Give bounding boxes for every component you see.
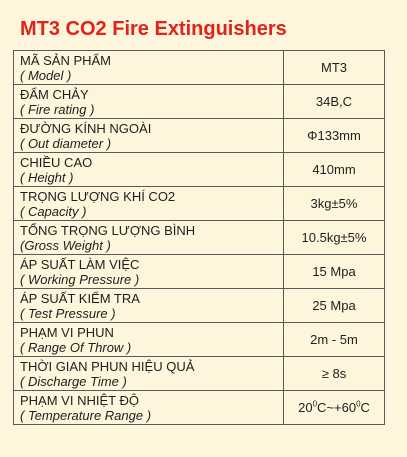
spec-label-en: ( Height ) xyxy=(20,169,74,185)
spec-label xyxy=(14,391,284,425)
spec-table xyxy=(13,50,385,425)
temp-sep: C~+60 xyxy=(317,400,357,415)
spec-value: 15 Mpa xyxy=(284,255,385,289)
table-row xyxy=(14,153,385,187)
temp-unit: C xyxy=(360,400,370,415)
spec-label-en: ( Discharge Time ) xyxy=(20,373,127,389)
table-row xyxy=(14,323,385,357)
spec-label xyxy=(14,187,284,221)
spec-label-vi: ÁP SUẤT KIỂM TRA xyxy=(20,290,140,306)
spec-label-en: ( Working Pressure ) xyxy=(20,271,140,287)
degree-mark: 0 xyxy=(312,399,318,409)
spec-label-vi: MÃ SẢN PHẨM xyxy=(20,52,112,68)
spec-label xyxy=(14,221,284,255)
table-row xyxy=(14,51,385,85)
table-row xyxy=(14,85,385,119)
spec-value: 3kg±5% xyxy=(284,187,385,221)
spec-label xyxy=(14,85,284,119)
spec-label-en: ( Out diameter ) xyxy=(20,135,112,151)
page-title: MT3 CO2 Fire Extinguishers xyxy=(20,18,287,40)
degree-mark: 0 xyxy=(356,399,361,409)
spec-value: 25 Mpa xyxy=(284,289,385,323)
spec-label-vi: ĐƯỜNG KÍNH NGOÀI xyxy=(20,120,152,136)
spec-label-vi: TỔNG TRỌNG LƯỢNG BÌNH xyxy=(20,222,196,238)
spec-value: 10.5kg±5% xyxy=(284,221,385,255)
spec-label-vi: ÁP SUẤT LÀM VIỆC xyxy=(20,256,140,272)
spec-value: 2m - 5m xyxy=(284,323,385,357)
spec-label-vi: THỜI GIAN PHUN HIỆU QUẢ xyxy=(20,358,195,374)
spec-label-vi: ĐẨM CHẢY xyxy=(20,86,89,102)
spec-value: 34B,C xyxy=(284,85,385,119)
spec-label xyxy=(14,323,284,357)
spec-value: Φ133mm xyxy=(284,119,385,153)
temp-low: 20 xyxy=(298,400,313,415)
spec-label xyxy=(14,119,284,153)
spec-label-en: ( Fire rating ) xyxy=(20,101,95,117)
spec-label xyxy=(14,153,284,187)
spec-label xyxy=(14,289,284,323)
spec-value: MT3 xyxy=(284,51,385,85)
table-row xyxy=(14,391,385,425)
table-row xyxy=(14,221,385,255)
spec-label-en: ( Capacity ) xyxy=(20,203,87,219)
spec-label-vi: CHIỀU CAO xyxy=(20,154,93,170)
table-row xyxy=(14,255,385,289)
spec-label-vi: PHẠM VI NHIỆT ĐỘ xyxy=(20,392,139,408)
spec-label-vi: PHẠM VI PHUN xyxy=(20,324,114,340)
spec-label xyxy=(14,255,284,289)
table-row xyxy=(14,187,385,221)
spec-label-en: ( Range Of Throw ) xyxy=(20,339,132,355)
spec-value xyxy=(284,391,385,425)
spec-label-en: ( Model ) xyxy=(20,67,72,83)
table-row xyxy=(14,357,385,391)
spec-label-en: (Gross Weight ) xyxy=(20,237,111,253)
spec-value: 410mm xyxy=(284,153,385,187)
spec-label-en: ( Temperature Range ) xyxy=(20,407,152,423)
table-row xyxy=(14,119,385,153)
spec-value: ≥ 8s xyxy=(284,357,385,391)
table-row xyxy=(14,289,385,323)
spec-label-vi: TRỌNG LƯỢNG KHÍ CO2 xyxy=(20,188,176,204)
spec-label xyxy=(14,51,284,85)
spec-label-en: ( Test Pressure ) xyxy=(20,305,116,321)
spec-label xyxy=(14,357,284,391)
